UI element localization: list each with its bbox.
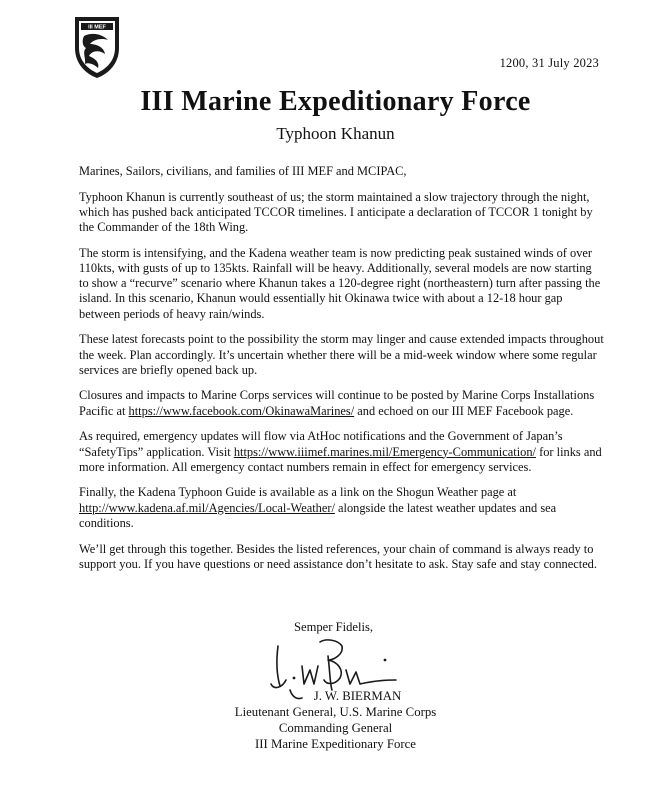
signer-name: J. W. BIERMAN [313, 689, 402, 703]
paragraph-5-text-before: As required, emergency updates will flow via AtHoc notifications and the Government of Japan’s “SafetyTips” application. Visit [79, 429, 563, 459]
paragraph-3: These latest forecasts point to the possibility the storm may linger and cause extended impacts throughout the week. Plan accordingly. It’s uncertain whether there will be a mid-week window where some regular services are briefly opened back up. [79, 332, 604, 377]
letter-subject: Typhoon Khanun [276, 124, 395, 143]
emergency-communication-link[interactable]: https://www.iiimef.marines.mil/Emergency-Communication/ [233, 444, 536, 459]
paragraph-6 [79, 485, 604, 531]
paragraph-4-text-before: Closures and impacts to Marine Corps services will continue to be posted by Marine Corps Installations Pacific at [79, 388, 595, 418]
signer-rank: Lieutenant General, U.S. Marine Corps [234, 705, 437, 719]
signer-command: III Marine Expeditionary Force [255, 737, 416, 751]
paragraph-5 [79, 429, 604, 475]
letter-date: 1200, 31 July 2023 [499, 56, 599, 70]
paragraph-4-text-after: and echoed on our III MEF Facebook page. [354, 403, 574, 418]
salutation: Marines, Sailors, civilians, and families of III MEF and MCIPAC, [79, 164, 407, 178]
organization-title: III Marine Expeditionary Force [140, 86, 531, 117]
paragraph-1: Typhoon Khanun is currently southeast of us; the storm maintained a slow trajectory through the night, which has pushed back anticipated TCCOR timelines. I anticipate a declaration of TCCOR 1 tonight by the Commander of the 18th Wing. [79, 189, 593, 235]
facebook-link[interactable]: https://www.facebook.com/OkinawaMarines/ [128, 403, 355, 418]
iii-mef-seal-logo [72, 14, 122, 80]
paragraph-2: The storm is intensifying, and the Kadena weather team is now predicting peak sustained winds of over 110kts, with gusts of up to 135kts. Rainfall will be heavy. Additionally, several models are now starting to show a “recurve” scenario where Khanun takes a 120-degree right (northeastern) turn after passing the island. In this scenario, Khanun would essentially hit Okinawa twice with about a 12-18 hour gap between periods of heavy rain/winds. [79, 245, 601, 321]
paragraph-7: We’ll get through this together. Besides the listed references, your chain of command is always ready to support you. If you have questions or need assistance don’t hesitate to ask. Stay safe and stay connected. [79, 541, 597, 571]
paragraph-6-text-after: alongside the latest weather updates and sea conditions. [79, 500, 557, 530]
closing-phrase: Semper Fidelis, [294, 620, 374, 634]
letter-body [79, 164, 604, 582]
kadena-weather-link[interactable]: http://www.kadena.af.mil/Agencies/Local-Weather/ [79, 500, 335, 515]
paragraph-5-text-after: for links and more information. All emergency contact numbers remain in effect for emergency services. [79, 444, 602, 474]
signature-block [0, 688, 671, 752]
svg-text:III MEF: III MEF [88, 24, 106, 31]
signer-title: Commanding General [278, 721, 393, 735]
paragraph-6-text-before: Finally, the Kadena Typhoon Guide is available as a link on the Shogun Weather page at [79, 485, 517, 500]
paragraph-4 [79, 388, 604, 418]
